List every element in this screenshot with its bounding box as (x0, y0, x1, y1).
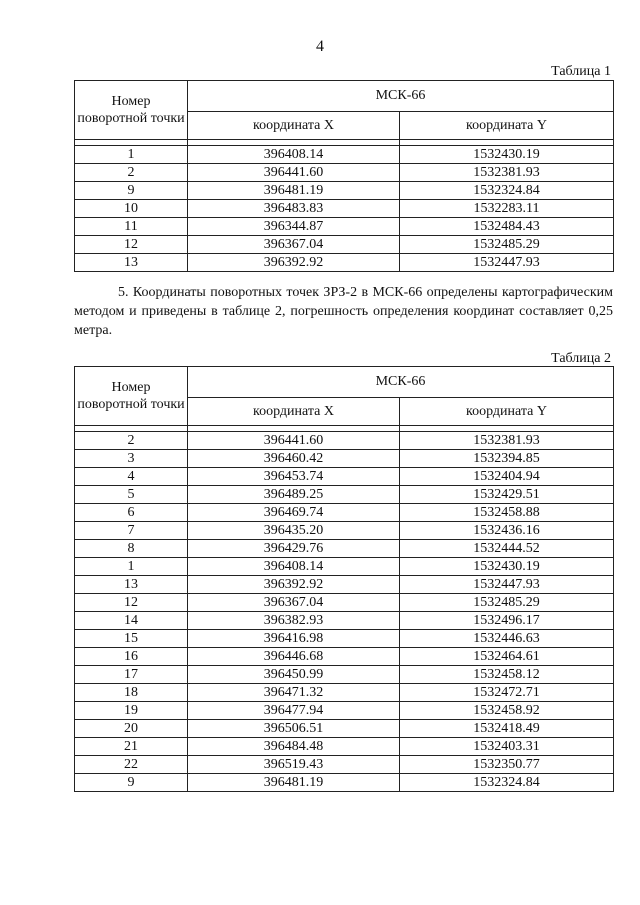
table2-header-msk66: МСК-66 (188, 367, 614, 398)
coordinate-y-cell: 1532472.71 (400, 684, 614, 702)
coordinate-y-cell: 1532447.93 (400, 576, 614, 594)
point-number-cell: 12 (75, 594, 188, 612)
table1-header-x: координата X (188, 112, 400, 140)
table-row (75, 774, 614, 792)
table-row (75, 576, 614, 594)
table-row (75, 218, 614, 236)
point-number-cell: 8 (75, 540, 188, 558)
coordinate-y-cell: 1532381.93 (400, 432, 614, 450)
point-number-cell: 1 (75, 558, 188, 576)
coordinate-x-cell: 396416.98 (188, 630, 400, 648)
table2-body (75, 432, 614, 792)
coordinate-y-cell: 1532324.84 (400, 182, 614, 200)
coordinate-y-cell: 1532447.93 (400, 254, 614, 272)
table-row (75, 756, 614, 774)
table-row (75, 200, 614, 218)
table-row (75, 666, 614, 684)
table2-header-y: координата Y (400, 398, 614, 426)
paragraph-item-5: 5. Координаты поворотных точек ЗРЗ-2 в МСК-66 определены картографическим методом и приведены в таблице 2, погрешность определения координат составляет 0,25 метра. (74, 285, 613, 338)
point-number-cell: 10 (75, 200, 188, 218)
table-row (75, 486, 614, 504)
coordinate-x-cell: 396481.19 (188, 182, 400, 200)
point-number-cell: 9 (75, 182, 188, 200)
point-number-cell: 14 (75, 612, 188, 630)
coordinate-y-cell: 1532485.29 (400, 594, 614, 612)
table1-body (75, 146, 614, 272)
coordinate-y-cell: 1532464.61 (400, 648, 614, 666)
table-row (75, 236, 614, 254)
table1-header-msk66: МСК-66 (188, 81, 614, 112)
point-number-cell: 13 (75, 576, 188, 594)
coordinate-x-cell: 396460.42 (188, 450, 400, 468)
table-row (75, 738, 614, 756)
coordinate-x-cell: 396408.14 (188, 558, 400, 576)
point-number-cell: 20 (75, 720, 188, 738)
table-row (75, 468, 614, 486)
table-row (75, 504, 614, 522)
point-number-cell: 2 (75, 432, 188, 450)
coordinate-x-cell: 396483.83 (188, 200, 400, 218)
point-number-cell: 6 (75, 504, 188, 522)
coordinate-y-cell: 1532484.43 (400, 218, 614, 236)
coordinate-y-cell: 1532446.63 (400, 630, 614, 648)
point-number-cell: 21 (75, 738, 188, 756)
coordinate-x-cell: 396408.14 (188, 146, 400, 164)
coordinate-x-cell: 396367.04 (188, 236, 400, 254)
coordinate-y-cell: 1532458.88 (400, 504, 614, 522)
table2-coordinates (74, 366, 614, 792)
coordinate-x-cell: 396506.51 (188, 720, 400, 738)
coordinate-x-cell: 396450.99 (188, 666, 400, 684)
coordinate-y-cell: 1532458.92 (400, 702, 614, 720)
coordinate-x-cell: 396481.19 (188, 774, 400, 792)
table-row (75, 612, 614, 630)
coordinate-y-cell: 1532403.31 (400, 738, 614, 756)
table1-header-point-number: Номер поворотной точки (75, 81, 188, 140)
point-number-cell: 15 (75, 630, 188, 648)
coordinate-y-cell: 1532429.51 (400, 486, 614, 504)
coordinate-x-cell: 396435.20 (188, 522, 400, 540)
table-row (75, 164, 614, 182)
table1-caption: Таблица 1 (551, 64, 611, 79)
coordinate-x-cell: 396441.60 (188, 164, 400, 182)
table-row (75, 540, 614, 558)
coordinate-y-cell: 1532418.49 (400, 720, 614, 738)
coordinate-y-cell: 1532394.85 (400, 450, 614, 468)
coordinate-y-cell: 1532430.19 (400, 558, 614, 576)
table2-header-x: координата X (188, 398, 400, 426)
coordinate-x-cell: 396484.48 (188, 738, 400, 756)
table-row (75, 522, 614, 540)
point-number-cell: 5 (75, 486, 188, 504)
coordinate-x-cell: 396453.74 (188, 468, 400, 486)
coordinate-x-cell: 396519.43 (188, 756, 400, 774)
coordinate-x-cell: 396441.60 (188, 432, 400, 450)
coordinate-y-cell: 1532485.29 (400, 236, 614, 254)
table-row (75, 558, 614, 576)
table-row (75, 432, 614, 450)
coordinate-y-cell: 1532350.77 (400, 756, 614, 774)
coordinate-x-cell: 396477.94 (188, 702, 400, 720)
coordinate-x-cell: 396469.74 (188, 504, 400, 522)
point-number-cell: 12 (75, 236, 188, 254)
table-row (75, 630, 614, 648)
coordinate-y-cell: 1532444.52 (400, 540, 614, 558)
point-number-cell: 1 (75, 146, 188, 164)
point-number-cell: 3 (75, 450, 188, 468)
coordinate-y-cell: 1532496.17 (400, 612, 614, 630)
coordinate-x-cell: 396367.04 (188, 594, 400, 612)
point-number-cell: 7 (75, 522, 188, 540)
coordinate-x-cell: 396344.87 (188, 218, 400, 236)
point-number-cell: 19 (75, 702, 188, 720)
coordinate-y-cell: 1532404.94 (400, 468, 614, 486)
coordinate-y-cell: 1532324.84 (400, 774, 614, 792)
coordinate-x-cell: 396446.68 (188, 648, 400, 666)
coordinate-y-cell: 1532430.19 (400, 146, 614, 164)
point-number-cell: 16 (75, 648, 188, 666)
table-row (75, 450, 614, 468)
coordinate-x-cell: 396489.25 (188, 486, 400, 504)
table1-header-y: координата Y (400, 112, 614, 140)
coordinate-x-cell: 396392.92 (188, 576, 400, 594)
table-row (75, 254, 614, 272)
point-number-cell: 4 (75, 468, 188, 486)
table2-header-point-number: Номер поворотной точки (75, 367, 188, 426)
table1-coordinates (74, 80, 614, 272)
coordinate-y-cell: 1532283.11 (400, 200, 614, 218)
coordinate-y-cell: 1532458.12 (400, 666, 614, 684)
coordinate-y-cell: 1532436.16 (400, 522, 614, 540)
point-number-cell: 9 (75, 774, 188, 792)
point-number-cell: 18 (75, 684, 188, 702)
table-row (75, 648, 614, 666)
point-number-cell: 2 (75, 164, 188, 182)
point-number-cell: 11 (75, 218, 188, 236)
coordinate-x-cell: 396471.32 (188, 684, 400, 702)
table-row (75, 684, 614, 702)
point-number-cell: 22 (75, 756, 188, 774)
table-row (75, 146, 614, 164)
table2-caption: Таблица 2 (551, 351, 611, 366)
table-row (75, 594, 614, 612)
table-row (75, 702, 614, 720)
point-number-cell: 13 (75, 254, 188, 272)
coordinate-x-cell: 396392.92 (188, 254, 400, 272)
point-number-cell: 17 (75, 666, 188, 684)
page-number: 4 (316, 38, 324, 55)
coordinate-x-cell: 396429.76 (188, 540, 400, 558)
coordinate-y-cell: 1532381.93 (400, 164, 614, 182)
table-row (75, 720, 614, 738)
table-row (75, 182, 614, 200)
coordinate-x-cell: 396382.93 (188, 612, 400, 630)
